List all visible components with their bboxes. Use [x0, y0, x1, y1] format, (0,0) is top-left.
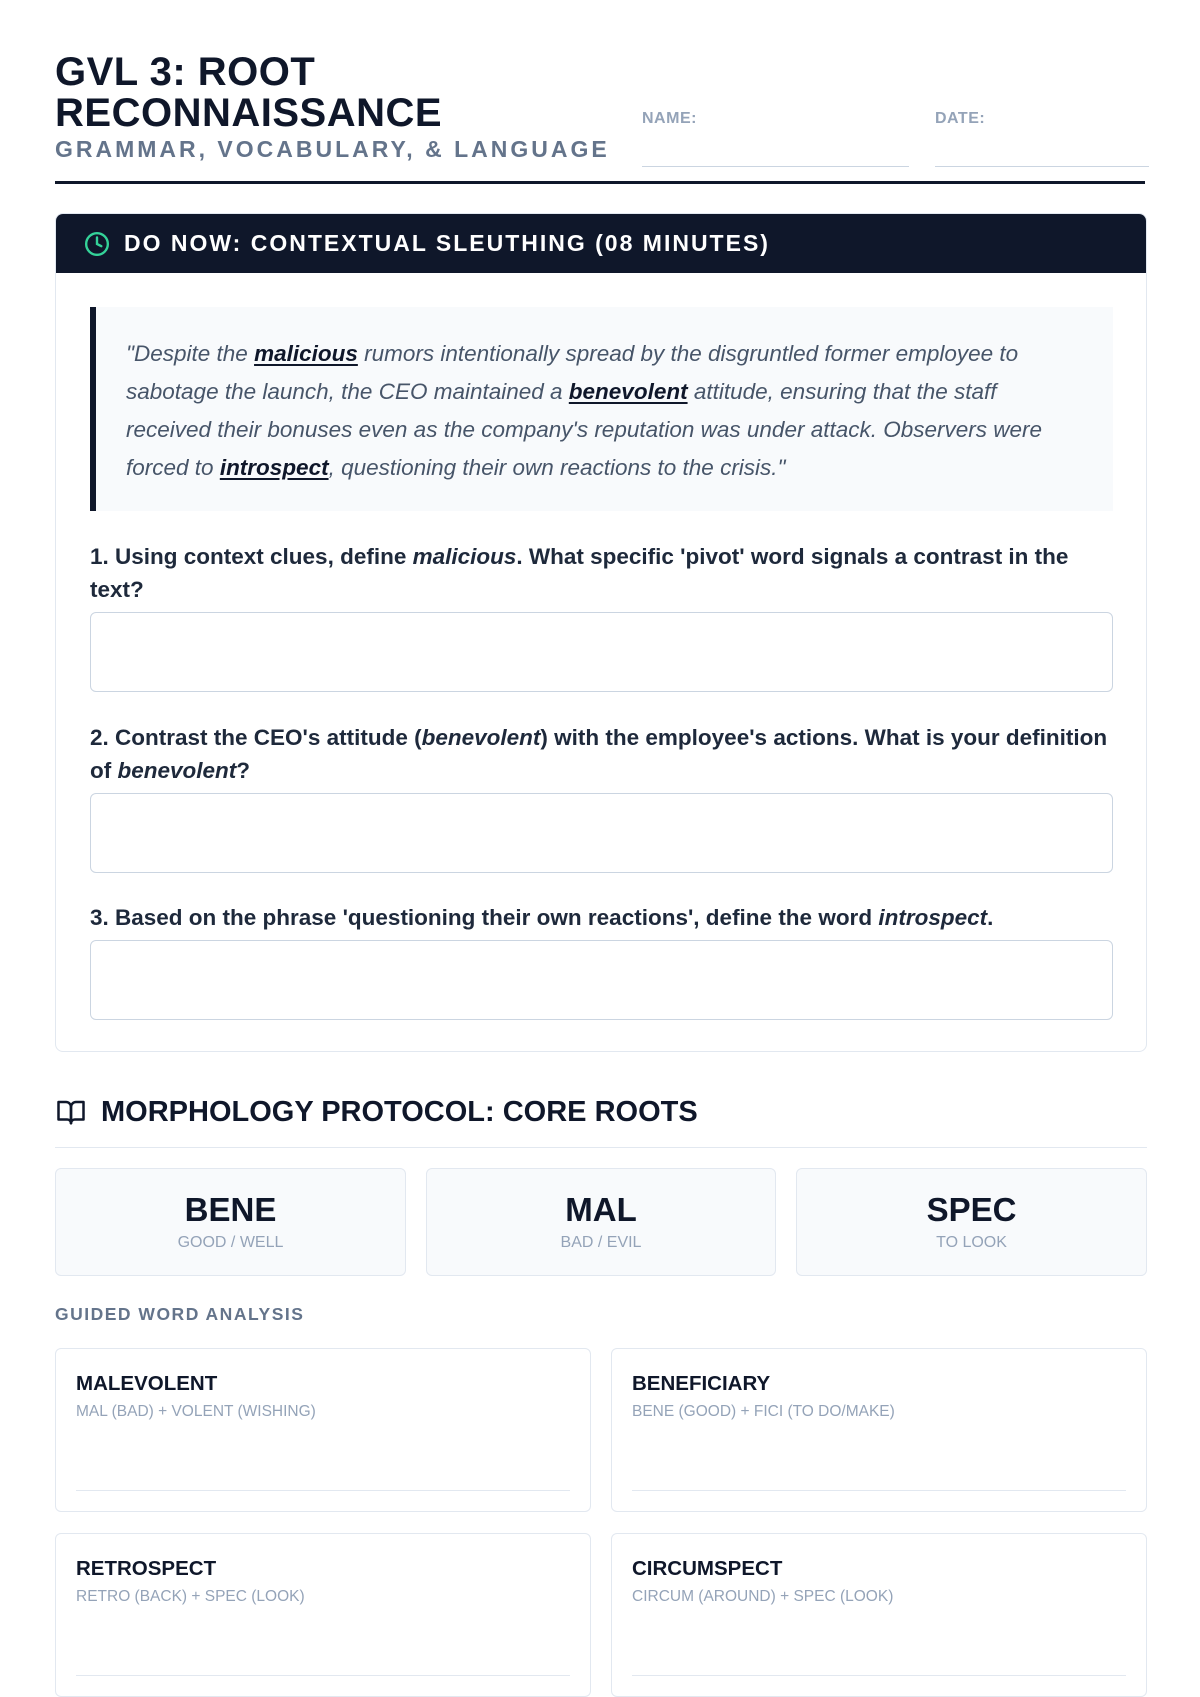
answer-box-3[interactable]	[90, 940, 1113, 1020]
do-now-section	[55, 213, 1147, 1052]
page-title	[55, 52, 442, 134]
word-title: RETROSPECT	[76, 1557, 217, 1580]
date-label: DATE:	[935, 110, 986, 127]
question-text: .	[987, 905, 994, 930]
root-word: SPEC	[926, 1191, 1017, 1228]
title-line-2: RECONNAISSANCE	[55, 91, 443, 135]
root-card-spec	[796, 1168, 1147, 1276]
question-term: introspect	[878, 905, 988, 930]
context-passage	[90, 307, 1113, 511]
word-title: BENEFICIARY	[632, 1372, 771, 1395]
passage-text: , questioning their own reactions to the crisis."	[328, 455, 786, 480]
keyword-introspect: introspect	[219, 455, 329, 480]
root-meaning: GOOD / WELL	[177, 1234, 284, 1251]
word-card-retrospect	[55, 1533, 591, 1697]
clock-icon	[84, 231, 110, 257]
title-line-1: GVL 3: ROOT	[55, 50, 316, 94]
morphology-title: MORPHOLOGY PROTOCOL: CORE ROOTS	[101, 1096, 698, 1128]
question-1	[90, 540, 1113, 606]
root-card-bene	[55, 1168, 406, 1276]
word-formula: BENE (GOOD) + FICI (TO DO/MAKE)	[632, 1403, 895, 1420]
passage-text: attitude, ensuring that the staff received their bonuses even as the company's reputation was under attack. Observers were forced to	[126, 379, 1043, 480]
do-now-title: DO NOW: CONTEXTUAL SLEUTHING (08 MINUTES)	[124, 230, 770, 256]
page-subtitle: GRAMMAR, VOCABULARY, & LANGUAGE	[55, 136, 610, 162]
word-title: MALEVOLENT	[76, 1372, 218, 1395]
question-term: benevolent	[117, 758, 237, 783]
keyword-benevolent: benevolent	[568, 379, 688, 404]
passage-text: rumors intentionally spread by the disgruntled former employee to sabotage the launch, the CEO maintained a	[126, 341, 1019, 404]
question-text: 1. Using context clues, define	[90, 544, 413, 569]
root-word: MAL	[565, 1191, 637, 1228]
date-field[interactable]	[935, 110, 1149, 167]
guided-analysis-label: GUIDED WORD ANALYSIS	[55, 1304, 305, 1324]
answer-box-1[interactable]	[90, 612, 1113, 692]
question-text: 2. Contrast the CEO's attitude (	[90, 725, 422, 750]
question-3	[90, 901, 1113, 934]
question-term: malicious	[412, 544, 517, 569]
answer-line[interactable]	[76, 1675, 570, 1676]
word-card-beneficiary	[611, 1348, 1147, 1512]
keyword-malicious: malicious	[254, 341, 358, 366]
question-2	[90, 721, 1113, 787]
question-text: . What specific 'pivot' word signals a contrast in the text?	[90, 544, 1069, 602]
root-word: BENE	[184, 1191, 277, 1228]
word-formula: RETRO (BACK) + SPEC (LOOK)	[76, 1588, 305, 1605]
answer-line[interactable]	[632, 1675, 1126, 1676]
answer-line[interactable]	[632, 1490, 1126, 1491]
word-formula: CIRCUM (AROUND) + SPEC (LOOK)	[632, 1588, 894, 1605]
worksheet-header	[55, 0, 1145, 184]
root-meaning: TO LOOK	[936, 1234, 1007, 1251]
word-formula: MAL (BAD) + VOLENT (WISHING)	[76, 1403, 316, 1420]
do-now-header	[56, 214, 1146, 273]
word-card-malevolent	[55, 1348, 591, 1512]
question-term: benevolent	[421, 725, 541, 750]
morphology-header	[55, 1095, 1147, 1148]
root-card-mal	[426, 1168, 776, 1276]
root-meaning: BAD / EVIL	[560, 1234, 642, 1251]
name-field[interactable]	[642, 110, 909, 167]
question-text: 3. Based on the phrase 'questioning their own reactions', define the word	[90, 905, 879, 930]
name-label: NAME:	[642, 110, 697, 127]
answer-line[interactable]	[76, 1490, 570, 1491]
question-text: ?	[236, 758, 251, 783]
word-title: CIRCUMSPECT	[632, 1557, 783, 1580]
passage-text: "Despite the	[126, 341, 255, 366]
book-icon	[55, 1097, 87, 1127]
answer-box-2[interactable]	[90, 793, 1113, 873]
word-card-circumspect	[611, 1533, 1147, 1697]
question-text: ) with the employee's actions. What is your definition of	[90, 725, 1108, 783]
